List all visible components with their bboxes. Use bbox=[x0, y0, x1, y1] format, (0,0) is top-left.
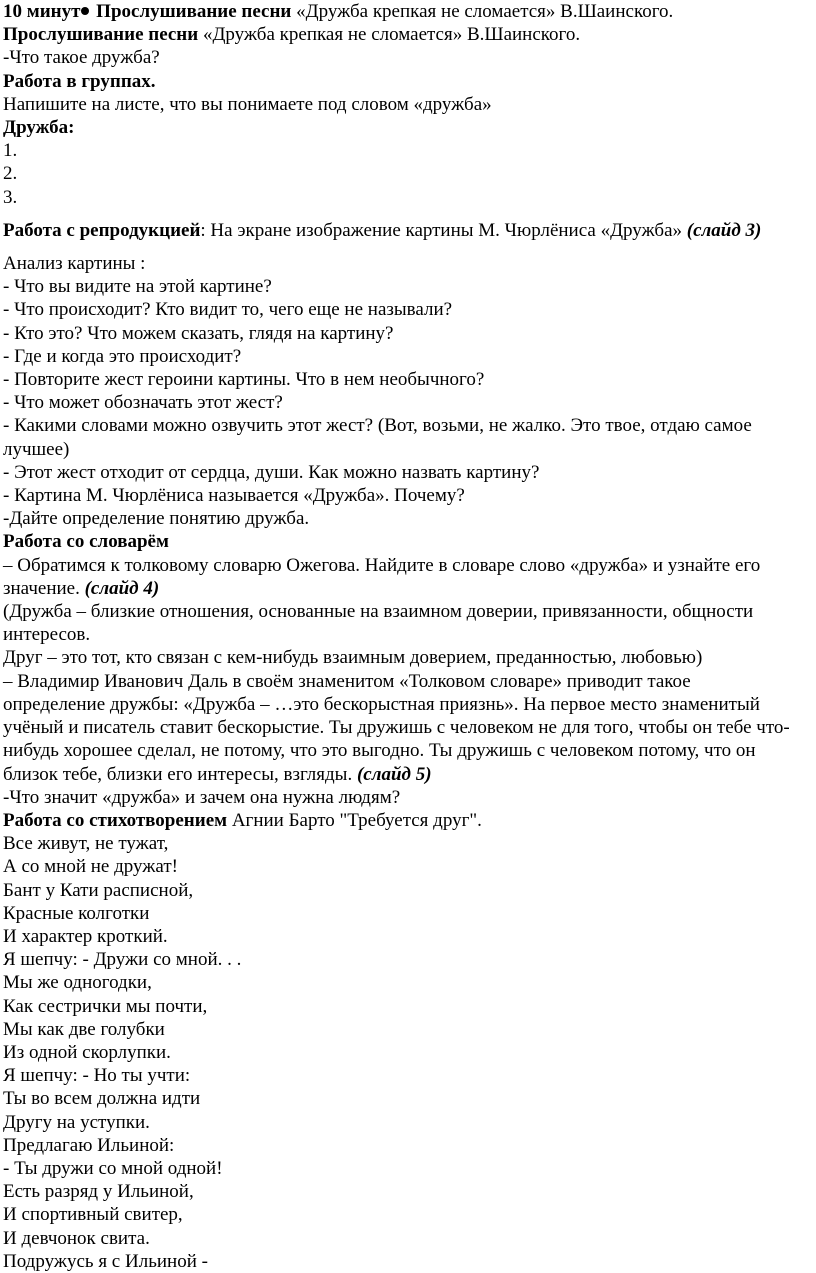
repro-line bbox=[3, 219, 812, 242]
dictionary-title bbox=[3, 530, 812, 553]
groups-label-text: Дружба: bbox=[3, 117, 75, 139]
dictionary-line: интересов. bbox=[3, 624, 91, 646]
dictionary-interests: близок тебе, близки его интересы, взгляды. bbox=[3, 763, 357, 785]
dictionary-title-text: Работа со словарём bbox=[3, 531, 169, 553]
poem-line: И спортивный свитер, bbox=[3, 1204, 183, 1226]
repro-slide: (слайд 3) bbox=[686, 219, 762, 241]
header-line bbox=[3, 0, 812, 23]
dictionary-line: (Дружба – близкие отношения, основанные на взаимном доверии, привязанности, общности bbox=[3, 601, 754, 623]
listen-bold: Прослушивание песни bbox=[3, 24, 199, 46]
groups-item: 3. bbox=[3, 186, 18, 208]
groups-label bbox=[3, 116, 812, 139]
poem-line: Из одной скорлупки. bbox=[3, 1041, 171, 1063]
poem-line: Ты во всем должна идти bbox=[3, 1088, 201, 1110]
poem-line: Все живут, не тужат, bbox=[3, 833, 169, 855]
analysis-question: - Что может обозначать этот жест? bbox=[3, 392, 283, 414]
poem-line: Мы как две голубки bbox=[3, 1018, 165, 1040]
analysis-question: - Картина М. Чюрлёниса называется «Дружба». Почему? bbox=[3, 485, 465, 507]
analysis-question: - Повторите жест героини картины. Что в нем необычного? bbox=[3, 369, 485, 391]
poem-line: Подружусь я с Ильиной - bbox=[3, 1250, 208, 1272]
dictionary-line: Друг – это тот, кто связан с кем-нибудь взаимным доверием, преданностью, любовью) bbox=[3, 647, 703, 669]
dictionary-meaning: значение. bbox=[3, 577, 85, 599]
dictionary-line: нибудь хорошее сделал, не потому, что это выгодно. Ты дружишь с человеком потому, что он bbox=[3, 740, 756, 762]
analysis-question: - Какими словами можно озвучить этот жест? (Вот, возьми, не жалко. Это твое, отдаю самое bbox=[3, 415, 752, 437]
dictionary-line: -Что значит «дружба» и зачем она нужна людям? bbox=[3, 786, 401, 808]
analysis-question: - Что вы видите на этой картине? bbox=[3, 276, 272, 298]
question-friendship: -Что такое дружба? bbox=[3, 47, 160, 69]
poem-line: Предлагаю Ильиной: bbox=[3, 1134, 175, 1156]
groups-item: 1. bbox=[3, 140, 18, 162]
analysis-question: - Где и когда это происходит? bbox=[3, 345, 242, 367]
analysis-question-cont: лучшее) bbox=[3, 438, 70, 460]
dictionary-line: определение дружбы: «Дружба – …это бескорыстная приязнь». На первое место знаменитый bbox=[3, 693, 760, 715]
dictionary-line: учёный и писатель ставит бескорыстие. Ты дружишь с человеком не для того, чтобы он тебе что- bbox=[3, 717, 790, 739]
poem-line: Красные колготки bbox=[3, 902, 150, 924]
analysis-question: - Этот жест отходит от сердца, души. Как можно назвать картину? bbox=[3, 461, 540, 483]
poem-title bbox=[3, 809, 812, 832]
header-title-rest: «Дружба крепкая не сломается» В.Шаинского. bbox=[291, 1, 674, 22]
slide-5-label: (слайд 5) bbox=[356, 763, 432, 785]
poem-line: И характер кроткий. bbox=[3, 925, 168, 947]
bullet-icon bbox=[81, 7, 89, 15]
poem-line: - Ты дружи со мной одной! bbox=[3, 1157, 223, 1179]
analysis-question: - Кто это? Что можем сказать, глядя на картину? bbox=[3, 322, 394, 344]
analysis-question: -Дайте определение понятию дружба. bbox=[3, 508, 310, 530]
dictionary-line bbox=[3, 577, 812, 600]
slide-4-label: (слайд 4) bbox=[84, 577, 160, 599]
poem-line: Мы же одногодки, bbox=[3, 972, 152, 994]
poem-line: Я шепчу: - Но ты учти: bbox=[3, 1065, 191, 1087]
poem-line: Бант у Кати расписной, bbox=[3, 879, 194, 901]
groups-task: Напишите на листе, что вы понимаете под словом «дружба» bbox=[3, 93, 492, 115]
analysis-title: Анализ картины : bbox=[3, 253, 146, 275]
poem-line: Как сестрички мы почти, bbox=[3, 995, 208, 1017]
groups-title-text: Работа в группах. bbox=[3, 70, 156, 92]
listen-line bbox=[3, 23, 812, 46]
analysis-question: - Что происходит? Кто видит то, чего еще не называли? bbox=[3, 299, 453, 321]
groups-item: 2. bbox=[3, 163, 18, 185]
dictionary-line bbox=[3, 763, 812, 786]
listen-rest: «Дружба крепкая не сломается» В.Шаинского. bbox=[198, 24, 581, 46]
poem-title-rest: Агнии Барто "Требуется друг". bbox=[227, 809, 482, 831]
poem-line: Я шепчу: - Дружи со мной. . . bbox=[3, 949, 242, 971]
poem-title-bold: Работа со стихотворением bbox=[3, 809, 228, 831]
poem-line: Есть разряд у Ильиной, bbox=[3, 1181, 194, 1203]
groups-title bbox=[3, 70, 812, 93]
repro-bold: Работа с репродукцией bbox=[3, 219, 201, 241]
repro-rest: : На экране изображение картины М. Чюрлёниса «Дружба» bbox=[200, 219, 687, 241]
time-label: 10 минут bbox=[3, 1, 81, 22]
dictionary-line: – Обратимся к толковому словарю Ожегова. Найдите в словаре слово «дружба» и узнайте его bbox=[3, 554, 761, 576]
poem-line: Другу на уступки. bbox=[3, 1111, 150, 1133]
header-title-bold: Прослушивание песни bbox=[96, 1, 292, 22]
dictionary-line: – Владимир Иванович Даль в своём знаменитом «Толковом словаре» приводит такое bbox=[3, 670, 691, 692]
poem-line: И девчонок свита. bbox=[3, 1227, 150, 1249]
poem-line: А со мной не дружат! bbox=[3, 856, 178, 878]
poem-body bbox=[3, 832, 812, 1273]
